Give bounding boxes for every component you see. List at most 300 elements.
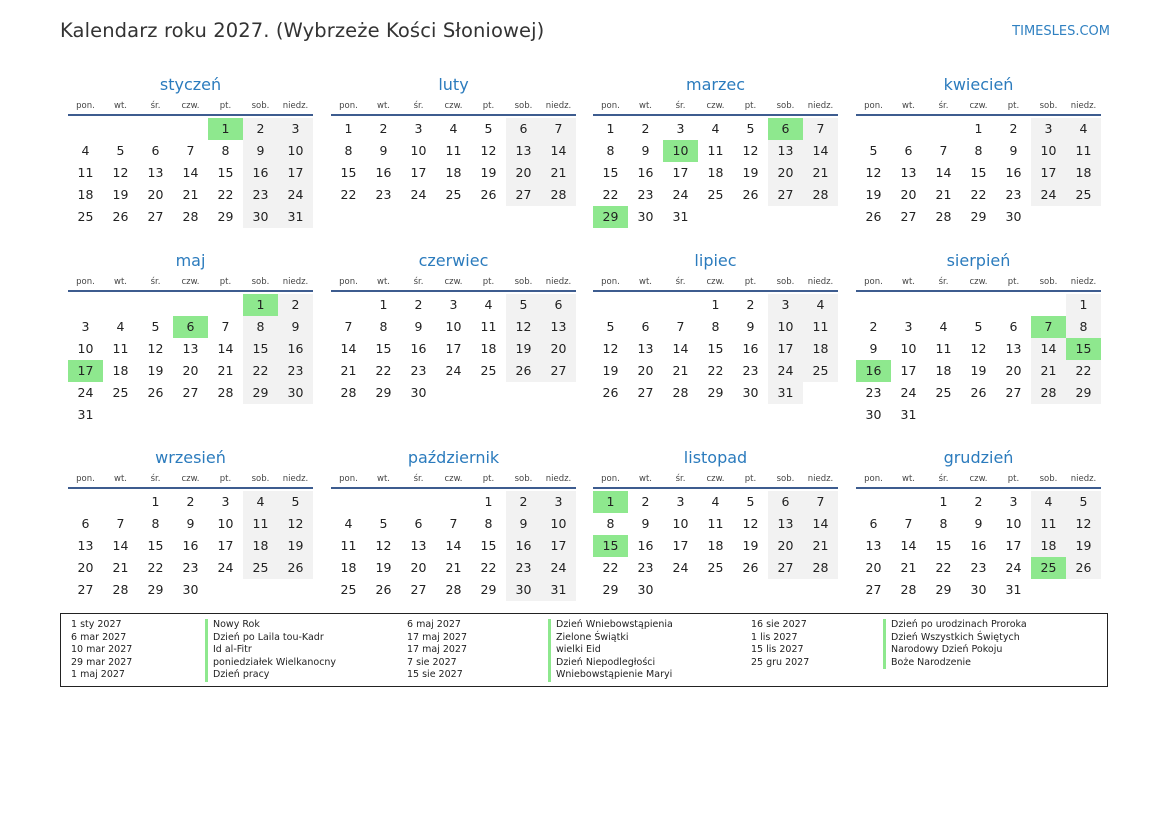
empty-cell [926,294,961,316]
empty-cell [173,404,208,426]
week-row [68,184,313,206]
day-cell: 6 [541,294,576,316]
holiday-legend [60,613,1108,687]
week-row [68,206,313,228]
empty-cell [891,294,926,316]
day-cell: 14 [112,538,129,553]
weekday-label: niedz. [282,474,309,484]
day-cell: 4 [81,143,90,158]
day-cell: 29 [1066,382,1101,404]
month-title: czerwiec [418,251,489,270]
day-cell: 8 [379,319,388,334]
week-row [68,513,313,535]
day-cell: 28 [112,582,129,597]
weekday-label: wt. [114,101,127,111]
holiday-day: 29 [593,206,628,228]
day-cell: 30 [243,206,278,228]
day-cell: 12 [742,516,759,531]
week-row [856,513,1101,535]
day-cell: 28 [672,385,689,400]
empty-cell [331,491,366,513]
holiday-day: 1 [593,491,628,513]
weekday-label: niedz. [545,101,572,111]
day-cell: 29 [243,382,278,404]
month-czerwiec [331,250,576,404]
header-rule [593,114,838,116]
weekday-header [856,274,1101,290]
weekday-label: wt. [902,101,915,111]
day-cell: 19 [480,165,497,180]
day-cell: 3 [414,121,423,136]
month-title: marzec [685,75,745,94]
day-cell: 16 [375,165,392,180]
day-cell: 17 [1031,162,1066,184]
day-cell: 7 [449,516,458,531]
day-cell: 14 [803,513,838,535]
day-cell: 13 [506,140,541,162]
empty-cell [471,382,506,404]
week-row [331,382,576,404]
day-cell: 13 [865,538,882,553]
day-cell: 26 [602,385,619,400]
empty-cell [243,579,278,601]
month-title: październik [407,448,500,467]
day-cell: 12 [278,513,313,535]
day-cell: 26 [970,385,987,400]
day-cell: 15 [217,165,234,180]
weekday-label: pon. [864,101,883,111]
day-cell: 8 [344,143,353,158]
day-cell: 15 [340,165,357,180]
week-row [593,382,838,404]
day-cell: 21 [340,363,357,378]
empty-cell [173,294,208,316]
day-cell: 6 [641,319,650,334]
week-row [331,118,576,140]
day-cell: 3 [904,319,913,334]
day-cell: 18 [935,363,952,378]
day-cell: 29 [970,209,987,224]
empty-cell [803,579,838,601]
header-rule [593,487,838,489]
day-cell: 29 [707,385,724,400]
day-cell: 20 [541,338,576,360]
empty-cell [243,404,278,426]
day-cell: 26 [1066,557,1101,579]
day-cell: 24 [672,187,689,202]
weekday-label: śr. [150,277,161,287]
day-cell: 18 [112,363,129,378]
day-cell: 13 [77,538,94,553]
legend-holiday-name: Dzień Wszystkich Świętych [883,632,1020,645]
day-cell: 9 [278,316,313,338]
day-cell: 16 [970,538,987,553]
day-cell: 2 [379,121,388,136]
day-cell: 31 [768,382,803,404]
day-cell: 11 [1031,513,1066,535]
weekday-label: niedz. [807,277,834,287]
day-cell: 12 [742,143,759,158]
day-cell: 11 [480,319,497,334]
weekday-label: śr. [675,277,686,287]
day-cell: 16 [637,538,654,553]
weekday-label: pon. [339,277,358,287]
site-link[interactable]: TIMESLES.COM [1012,24,1110,39]
day-cell: 20 [1005,363,1022,378]
day-cell: 19 [742,538,759,553]
empty-cell [1031,579,1066,601]
day-cell: 6 [506,118,541,140]
day-cell: 10 [217,516,234,531]
weekday-label: śr. [413,277,424,287]
weekday-label: sob. [1039,277,1058,287]
day-cell: 24 [217,560,234,575]
legend-date: 10 mar 2027 [71,644,133,656]
day-cell: 9 [506,513,541,535]
day-cell: 24 [768,360,803,382]
weekday-label: pt. [219,474,232,484]
day-cell: 5 [151,319,160,334]
day-cell: 19 [506,338,541,360]
day-cell: 24 [1031,184,1066,206]
day-cell: 6 [151,143,160,158]
day-cell: 31 [77,407,94,422]
day-cell: 13 [1005,341,1022,356]
day-cell: 15 [147,538,164,553]
day-cell: 19 [602,363,619,378]
day-cell: 17 [445,341,462,356]
day-cell: 1 [606,121,615,136]
month-grudzień [856,447,1101,601]
weekday-label: czw. [969,101,988,111]
day-cell: 21 [112,560,129,575]
week-row [593,140,838,162]
day-cell: 17 [217,538,234,553]
day-cell: 25 [77,209,94,224]
day-cell: 4 [449,121,458,136]
week-row [856,557,1101,579]
month-title: listopad [683,448,748,467]
legend-holiday-name: Nowy Rok [205,619,260,632]
day-cell: 17 [541,535,576,557]
day-cell: 10 [768,316,803,338]
day-cell: 3 [1031,118,1066,140]
legend-holiday-name: wielki Eid [548,644,601,657]
day-cell: 5 [379,516,388,531]
weekday-label: pon. [76,101,95,111]
day-cell: 30 [410,385,427,400]
day-cell: 17 [410,165,427,180]
day-cell: 20 [865,560,882,575]
day-cell: 25 [707,560,724,575]
day-cell: 23 [506,557,541,579]
week-row [593,118,838,140]
day-cell: 29 [375,385,392,400]
legend-holiday-name: poniedziałek Wielkanocny [205,657,336,670]
day-grid [593,294,838,404]
week-row [856,294,1101,316]
day-cell: 20 [182,363,199,378]
day-cell: 12 [480,143,497,158]
weekday-header [331,274,576,290]
month-title: styczeń [159,75,222,94]
week-row [593,491,838,513]
weekday-label: pt. [219,101,232,111]
day-cell: 8 [711,319,720,334]
day-cell: 19 [278,535,313,557]
header-rule [68,487,313,489]
day-grid [331,491,576,601]
day-cell: 26 [375,582,392,597]
day-cell: 5 [746,494,755,509]
holiday-day: 1 [208,118,243,140]
day-cell: 16 [182,538,199,553]
day-cell: 5 [974,319,983,334]
empty-cell [733,579,768,601]
day-cell: 20 [900,187,917,202]
day-cell: 12 [865,165,882,180]
day-cell: 10 [900,341,917,356]
day-cell: 23 [865,385,882,400]
day-cell: 14 [1031,338,1066,360]
month-title: luty [438,75,469,94]
day-cell: 6 [81,516,90,531]
weekday-label: wt. [902,474,915,484]
day-cell: 10 [672,516,689,531]
day-cell: 3 [676,121,685,136]
weekday-label: pt. [482,474,495,484]
legend-date: 6 mar 2027 [71,631,127,643]
day-cell: 14 [935,165,952,180]
day-cell: 19 [375,560,392,575]
holiday-day: 6 [768,118,803,140]
weekday-label: niedz. [282,277,309,287]
week-row [593,535,838,557]
weekday-label: pt. [744,277,757,287]
week-row [593,338,838,360]
empty-cell [803,382,838,404]
week-row [68,162,313,184]
week-row [331,140,576,162]
legend-date: 15 lis 2027 [751,644,804,656]
day-cell: 8 [484,516,493,531]
header-rule [856,114,1101,116]
day-cell: 29 [217,209,234,224]
day-cell: 21 [672,363,689,378]
day-cell: 3 [221,494,230,509]
day-cell: 26 [112,209,129,224]
day-cell: 27 [182,385,199,400]
weekday-header [68,98,313,114]
day-cell: 18 [1031,535,1066,557]
legend-date: 29 mar 2027 [71,656,133,668]
header-rule [331,487,576,489]
day-cell: 27 [541,360,576,382]
day-cell: 4 [1031,491,1066,513]
empty-cell [803,206,838,228]
weekday-label: pt. [219,277,232,287]
day-cell: 21 [803,162,838,184]
empty-cell [663,579,698,601]
legend-holiday-name: Dzień pracy [205,669,269,682]
day-cell: 13 [541,316,576,338]
month-title: wrzesień [155,448,226,467]
day-cell: 11 [77,165,94,180]
weekday-label: pt. [744,101,757,111]
day-cell: 31 [1005,582,1022,597]
weekday-label: pon. [339,474,358,484]
month-title: grudzień [943,448,1014,467]
day-cell: 20 [637,363,654,378]
day-cell: 19 [112,187,129,202]
day-cell: 26 [147,385,164,400]
day-cell: 15 [375,341,392,356]
day-cell: 4 [344,516,353,531]
day-cell: 24 [77,385,94,400]
header-rule [68,290,313,292]
day-cell: 4 [939,319,948,334]
week-row [593,557,838,579]
day-cell: 13 [637,341,654,356]
day-cell: 8 [606,516,615,531]
day-cell: 31 [278,206,313,228]
day-cell: 26 [480,187,497,202]
day-cell: 7 [344,319,353,334]
empty-cell [436,491,471,513]
weekday-label: niedz. [807,101,834,111]
week-row [68,491,313,513]
empty-cell [996,294,1031,316]
week-row [331,294,576,316]
week-row [856,579,1101,601]
month-title: sierpień [946,251,1011,270]
day-cell: 7 [186,143,195,158]
day-cell: 25 [480,363,497,378]
empty-cell [366,491,401,513]
day-cell: 17 [1005,538,1022,553]
weekday-label: pon. [76,474,95,484]
holiday-day: 1 [243,294,278,316]
empty-cell [208,294,243,316]
day-cell: 14 [445,538,462,553]
weekday-label: niedz. [545,474,572,484]
day-grid [856,294,1101,426]
day-cell: 25 [243,557,278,579]
weekday-label: czw. [706,474,725,484]
month-październik [331,447,576,601]
weekday-header [68,274,313,290]
day-cell: 28 [1031,382,1066,404]
weekday-label: wt. [377,101,390,111]
day-cell: 7 [676,319,685,334]
day-cell: 15 [970,165,987,180]
day-cell: 18 [243,535,278,557]
day-cell: 26 [742,560,759,575]
day-grid [331,294,576,404]
day-cell: 3 [278,118,313,140]
weekday-label: sob. [251,474,270,484]
day-cell: 3 [1009,494,1018,509]
day-cell: 22 [1066,360,1101,382]
empty-cell [768,579,803,601]
month-title: lipiec [694,251,737,270]
day-cell: 22 [707,363,724,378]
week-row [856,162,1101,184]
weekday-header [593,471,838,487]
day-cell: 10 [77,341,94,356]
weekday-label: niedz. [807,474,834,484]
day-cell: 18 [803,338,838,360]
week-row [68,579,313,601]
day-cell: 22 [375,363,392,378]
header-rule [593,290,838,292]
day-cell: 30 [637,209,654,224]
week-row [593,316,838,338]
day-cell: 1 [151,494,160,509]
day-grid [68,294,313,426]
day-cell: 23 [637,187,654,202]
empty-cell [436,382,471,404]
month-maj [68,250,313,426]
weekday-label: pt. [1007,101,1020,111]
weekday-label: czw. [181,277,200,287]
weekday-label: czw. [706,101,725,111]
day-cell: 31 [672,209,689,224]
day-cell: 16 [1005,165,1022,180]
day-cell: 9 [243,140,278,162]
day-cell: 12 [375,538,392,553]
day-cell: 6 [768,491,803,513]
day-cell: 9 [746,319,755,334]
weekday-label: czw. [181,101,200,111]
legend-date: 1 sty 2027 [71,619,122,630]
week-row [856,360,1101,382]
day-cell: 13 [147,165,164,180]
day-cell: 8 [151,516,160,531]
empty-cell [208,404,243,426]
weekday-label: pon. [76,277,95,287]
weekday-label: czw. [969,474,988,484]
weekday-header [68,471,313,487]
week-row [68,382,313,404]
day-cell: 8 [1066,316,1101,338]
weekday-label: czw. [444,277,463,287]
week-row [856,535,1101,557]
weekday-label: sob. [514,474,533,484]
empty-cell [173,118,208,140]
day-cell: 23 [970,560,987,575]
month-sierpień [856,250,1101,426]
day-cell: 6 [904,143,913,158]
week-row [68,140,313,162]
month-marzec [593,74,838,228]
day-cell: 21 [1031,360,1066,382]
day-cell: 14 [900,538,917,553]
legend-holiday-name: Zielone Świątki [548,632,628,645]
day-cell: 23 [182,560,199,575]
day-cell: 14 [182,165,199,180]
day-cell: 4 [484,297,493,312]
weekday-label: sob. [251,277,270,287]
day-cell: 22 [147,560,164,575]
day-cell: 2 [869,319,878,334]
day-cell: 10 [1005,516,1022,531]
empty-cell [698,206,733,228]
week-row [331,491,576,513]
day-cell: 31 [900,407,917,422]
day-cell: 17 [900,363,917,378]
day-cell: 21 [803,535,838,557]
